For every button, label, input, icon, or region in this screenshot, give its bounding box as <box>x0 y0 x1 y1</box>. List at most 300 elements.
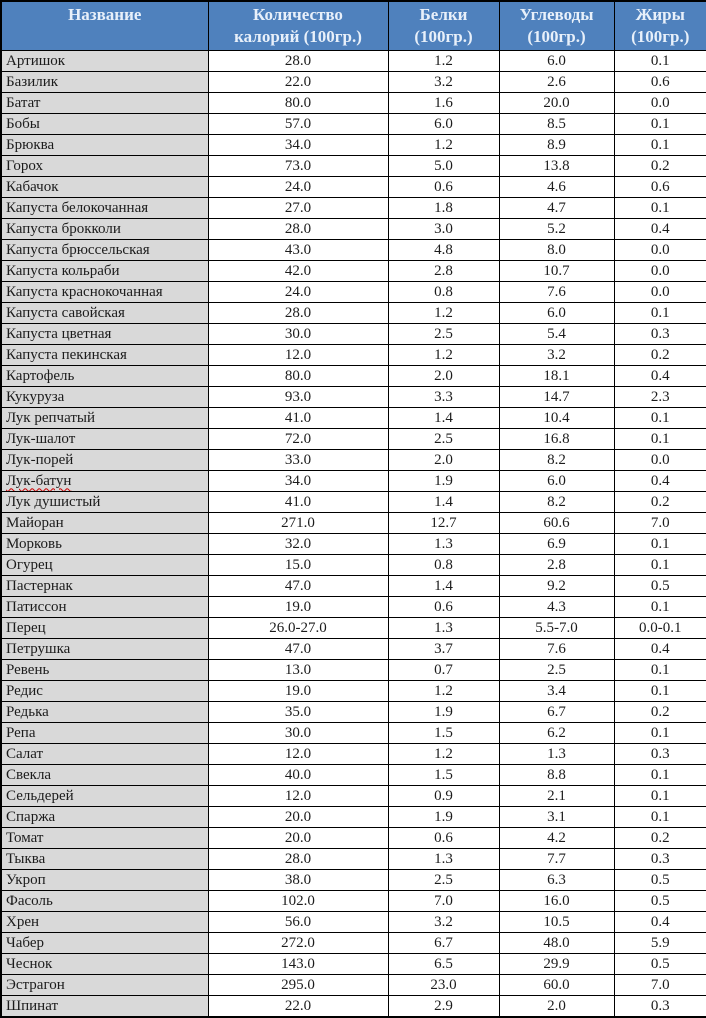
table-row <box>1 660 706 681</box>
carbs-cell: 2.8 <box>499 555 614 576</box>
calories-cell: 41.0 <box>208 492 388 513</box>
calories-cell: 28.0 <box>208 303 388 324</box>
fat-cell: 0.1 <box>614 303 706 324</box>
table-row <box>1 471 706 492</box>
fat-cell: 7.0 <box>614 513 706 534</box>
carbs-cell: 2.6 <box>499 72 614 93</box>
calories-cell: 271.0 <box>208 513 388 534</box>
table-row <box>1 240 706 261</box>
table-row <box>1 534 706 555</box>
calories-cell: 41.0 <box>208 408 388 429</box>
table-row <box>1 576 706 597</box>
carbs-cell: 6.0 <box>499 471 614 492</box>
calories-cell: 272.0 <box>208 933 388 954</box>
calories-cell: 22.0 <box>208 72 388 93</box>
calories-cell: 40.0 <box>208 765 388 786</box>
fat-cell: 0.4 <box>614 912 706 933</box>
vegetable-name-cell <box>1 114 208 135</box>
fat-cell: 0.2 <box>614 828 706 849</box>
calories-cell: 80.0 <box>208 93 388 114</box>
vegetable-name-cell <box>1 387 208 408</box>
fat-cell: 0.0 <box>614 261 706 282</box>
vegetable-name: Лук душистый <box>6 493 101 510</box>
fat-cell: 0.4 <box>614 471 706 492</box>
vegetable-name-cell <box>1 72 208 93</box>
carbs-cell: 8.0 <box>499 240 614 261</box>
calories-cell: 12.0 <box>208 786 388 807</box>
vegetable-name: Хрен <box>6 913 40 930</box>
vegetable-name: Свекла <box>6 766 52 783</box>
protein-cell: 3.7 <box>388 639 499 660</box>
vegetable-name: Огурец <box>6 556 53 573</box>
protein-cell: 0.8 <box>388 282 499 303</box>
carbs-cell: 4.6 <box>499 177 614 198</box>
vegetable-name: Капуста цветная <box>6 325 112 342</box>
table-row <box>1 51 706 72</box>
fat-cell: 0.1 <box>614 114 706 135</box>
vegetable-name: Лук-батун <box>6 472 72 489</box>
vegetable-name-cell <box>1 681 208 702</box>
protein-cell: 1.2 <box>388 51 499 72</box>
vegetable-name-cell <box>1 765 208 786</box>
column-header-name <box>1 1 208 51</box>
carbs-cell: 4.2 <box>499 828 614 849</box>
fat-cell: 0.3 <box>614 324 706 345</box>
column-header-fat-line1: Жиры <box>635 5 685 24</box>
table-row <box>1 723 706 744</box>
vegetable-name-cell <box>1 723 208 744</box>
fat-cell: 0.2 <box>614 345 706 366</box>
fat-cell: 0.1 <box>614 135 706 156</box>
calories-cell: 47.0 <box>208 639 388 660</box>
protein-cell: 3.2 <box>388 912 499 933</box>
calories-cell: 30.0 <box>208 723 388 744</box>
table-row <box>1 513 706 534</box>
vegetable-name: Фасоль <box>6 892 53 909</box>
carbs-cell: 7.6 <box>499 282 614 303</box>
vegetable-name: Ревень <box>6 661 50 678</box>
calories-cell: 102.0 <box>208 891 388 912</box>
calories-cell: 28.0 <box>208 849 388 870</box>
carbs-cell: 5.2 <box>499 219 614 240</box>
protein-cell: 2.8 <box>388 261 499 282</box>
table-row <box>1 828 706 849</box>
calories-cell: 35.0 <box>208 702 388 723</box>
vegetable-name: Перец <box>6 619 46 636</box>
calories-cell: 30.0 <box>208 324 388 345</box>
vegetable-name-cell <box>1 597 208 618</box>
calories-cell: 57.0 <box>208 114 388 135</box>
fat-cell: 0.4 <box>614 219 706 240</box>
fat-cell: 0.1 <box>614 807 706 828</box>
table-row <box>1 324 706 345</box>
protein-cell: 1.6 <box>388 93 499 114</box>
calories-cell: 38.0 <box>208 870 388 891</box>
carbs-cell: 60.6 <box>499 513 614 534</box>
table-row <box>1 765 706 786</box>
calories-cell: 19.0 <box>208 597 388 618</box>
carbs-cell: 8.2 <box>499 492 614 513</box>
fat-cell: 0.1 <box>614 429 706 450</box>
fat-cell: 0.3 <box>614 996 706 1018</box>
protein-cell: 1.4 <box>388 492 499 513</box>
vegetable-name: Томат <box>6 829 44 846</box>
carbs-cell: 10.4 <box>499 408 614 429</box>
calories-cell: 24.0 <box>208 282 388 303</box>
protein-cell: 7.0 <box>388 891 499 912</box>
table-row <box>1 639 706 660</box>
protein-cell: 3.2 <box>388 72 499 93</box>
column-header-fat <box>614 1 706 51</box>
carbs-cell: 2.0 <box>499 996 614 1018</box>
protein-cell: 2.5 <box>388 870 499 891</box>
vegetable-name-cell <box>1 786 208 807</box>
vegetable-name: Капуста кольраби <box>6 262 120 279</box>
vegetable-name-cell <box>1 744 208 765</box>
protein-cell: 6.5 <box>388 954 499 975</box>
fat-cell: 0.0 <box>614 282 706 303</box>
vegetable-name: Петрушка <box>6 640 71 657</box>
table-row <box>1 849 706 870</box>
calories-cell: 56.0 <box>208 912 388 933</box>
protein-cell: 1.5 <box>388 723 499 744</box>
table-row <box>1 177 706 198</box>
calories-cell: 47.0 <box>208 576 388 597</box>
calories-cell: 72.0 <box>208 429 388 450</box>
vegetable-name-cell <box>1 135 208 156</box>
table-row <box>1 261 706 282</box>
carbs-cell: 2.1 <box>499 786 614 807</box>
vegetable-name-cell <box>1 891 208 912</box>
carbs-cell: 8.5 <box>499 114 614 135</box>
table-row <box>1 702 706 723</box>
vegetable-name-cell <box>1 975 208 996</box>
fat-cell: 0.6 <box>614 72 706 93</box>
protein-cell: 1.9 <box>388 807 499 828</box>
vegetable-name: Капуста брокколи <box>6 220 121 237</box>
table-row <box>1 492 706 513</box>
fat-cell: 0.1 <box>614 555 706 576</box>
protein-cell: 0.8 <box>388 555 499 576</box>
column-header-fat-line2: (100гр.) <box>631 27 690 47</box>
table-row <box>1 135 706 156</box>
table-row <box>1 555 706 576</box>
vegetable-name: Эстрагон <box>6 976 65 993</box>
column-header-carbs-line2: (100гр.) <box>527 27 586 47</box>
calories-cell: 43.0 <box>208 240 388 261</box>
table-row <box>1 345 706 366</box>
vegetable-name-cell <box>1 303 208 324</box>
table-row <box>1 744 706 765</box>
protein-cell: 4.8 <box>388 240 499 261</box>
carbs-cell: 8.2 <box>499 450 614 471</box>
calories-cell: 143.0 <box>208 954 388 975</box>
vegetable-name: Кабачок <box>6 178 59 195</box>
fat-cell: 0.1 <box>614 597 706 618</box>
carbs-cell: 6.9 <box>499 534 614 555</box>
carbs-cell: 16.8 <box>499 429 614 450</box>
protein-cell: 12.7 <box>388 513 499 534</box>
table-row <box>1 198 706 219</box>
vegetable-name: Капуста брюссельская <box>6 241 150 258</box>
vegetable-name: Сельдерей <box>6 787 74 804</box>
protein-cell: 2.0 <box>388 450 499 471</box>
protein-cell: 1.2 <box>388 681 499 702</box>
fat-cell: 0.1 <box>614 765 706 786</box>
carbs-cell: 7.6 <box>499 639 614 660</box>
calories-cell: 34.0 <box>208 471 388 492</box>
fat-cell: 0.0-0.1 <box>614 618 706 639</box>
carbs-cell: 6.3 <box>499 870 614 891</box>
carbs-cell: 6.7 <box>499 702 614 723</box>
vegetable-name-cell <box>1 324 208 345</box>
protein-cell: 1.4 <box>388 408 499 429</box>
fat-cell: 0.1 <box>614 408 706 429</box>
vegetable-name: Горох <box>6 157 43 174</box>
calories-cell: 32.0 <box>208 534 388 555</box>
vegetable-name-cell <box>1 828 208 849</box>
table-row <box>1 93 706 114</box>
vegetable-name: Лук-порей <box>6 451 74 468</box>
vegetable-name-cell <box>1 177 208 198</box>
vegetable-name: Патиссон <box>6 598 67 615</box>
carbs-cell: 9.2 <box>499 576 614 597</box>
protein-cell: 1.3 <box>388 618 499 639</box>
table-row <box>1 408 706 429</box>
column-header-calories-line2: калорий (100гр.) <box>234 27 362 47</box>
calories-cell: 22.0 <box>208 996 388 1018</box>
carbs-cell: 18.1 <box>499 366 614 387</box>
vegetable-name: Морковь <box>6 535 62 552</box>
protein-cell: 1.2 <box>388 303 499 324</box>
vegetable-name-cell <box>1 240 208 261</box>
table-row <box>1 156 706 177</box>
calories-cell: 42.0 <box>208 261 388 282</box>
carbs-cell: 3.2 <box>499 345 614 366</box>
calories-cell: 27.0 <box>208 198 388 219</box>
carbs-cell: 3.1 <box>499 807 614 828</box>
calories-cell: 15.0 <box>208 555 388 576</box>
fat-cell: 0.4 <box>614 366 706 387</box>
vegetable-name-cell <box>1 807 208 828</box>
protein-cell: 3.3 <box>388 387 499 408</box>
protein-cell: 0.6 <box>388 828 499 849</box>
protein-cell: 2.5 <box>388 429 499 450</box>
vegetable-name: Артишок <box>6 52 66 69</box>
calories-cell: 295.0 <box>208 975 388 996</box>
column-header-protein <box>388 1 499 51</box>
fat-cell: 0.4 <box>614 639 706 660</box>
fat-cell: 0.1 <box>614 198 706 219</box>
carbs-cell: 4.7 <box>499 198 614 219</box>
calories-cell: 28.0 <box>208 219 388 240</box>
protein-cell: 1.5 <box>388 765 499 786</box>
fat-cell: 0.3 <box>614 744 706 765</box>
vegetable-name: Батат <box>6 94 41 111</box>
protein-cell: 6.0 <box>388 114 499 135</box>
vegetable-name: Салат <box>6 745 44 762</box>
carbs-cell: 48.0 <box>499 933 614 954</box>
vegetable-name: Спаржа <box>6 808 56 825</box>
protein-cell: 1.2 <box>388 135 499 156</box>
table-row <box>1 282 706 303</box>
table-row <box>1 933 706 954</box>
carbs-cell: 16.0 <box>499 891 614 912</box>
vegetable-name: Брюква <box>6 136 55 153</box>
carbs-cell: 8.8 <box>499 765 614 786</box>
carbs-cell: 3.4 <box>499 681 614 702</box>
table-row <box>1 870 706 891</box>
carbs-cell: 5.5-7.0 <box>499 618 614 639</box>
vegetable-name-cell <box>1 576 208 597</box>
protein-cell: 2.5 <box>388 324 499 345</box>
table-row <box>1 219 706 240</box>
fat-cell: 0.3 <box>614 849 706 870</box>
table-body <box>1 51 706 1018</box>
calories-cell: 12.0 <box>208 345 388 366</box>
vegetable-name-cell <box>1 93 208 114</box>
vegetable-name-cell <box>1 366 208 387</box>
protein-cell: 1.3 <box>388 849 499 870</box>
fat-cell: 0.1 <box>614 723 706 744</box>
vegetable-name: Шпинат <box>6 997 59 1014</box>
fat-cell: 0.5 <box>614 891 706 912</box>
carbs-cell: 29.9 <box>499 954 614 975</box>
carbs-cell: 6.2 <box>499 723 614 744</box>
calories-cell: 20.0 <box>208 807 388 828</box>
carbs-cell: 6.0 <box>499 51 614 72</box>
vegetable-name-cell <box>1 345 208 366</box>
column-header-protein-line2: (100гр.) <box>414 27 473 47</box>
protein-cell: 1.9 <box>388 471 499 492</box>
protein-cell: 1.2 <box>388 744 499 765</box>
protein-cell: 1.3 <box>388 534 499 555</box>
table-row <box>1 618 706 639</box>
fat-cell: 0.0 <box>614 93 706 114</box>
fat-cell: 0.5 <box>614 870 706 891</box>
vegetable-name: Укроп <box>6 871 46 888</box>
vegetable-name-cell <box>1 408 208 429</box>
protein-cell: 23.0 <box>388 975 499 996</box>
carbs-cell: 20.0 <box>499 93 614 114</box>
calories-cell: 20.0 <box>208 828 388 849</box>
vegetable-name-cell <box>1 912 208 933</box>
protein-cell: 1.2 <box>388 345 499 366</box>
calories-cell: 24.0 <box>208 177 388 198</box>
vegetable-name: Пастернак <box>6 577 73 594</box>
vegetable-name: Капуста савойская <box>6 304 125 321</box>
vegetable-name-cell <box>1 849 208 870</box>
calories-cell: 93.0 <box>208 387 388 408</box>
vegetable-name-cell <box>1 156 208 177</box>
carbs-cell: 60.0 <box>499 975 614 996</box>
protein-cell: 2.9 <box>388 996 499 1018</box>
carbs-cell: 8.9 <box>499 135 614 156</box>
carbs-cell: 10.5 <box>499 912 614 933</box>
calories-cell: 13.0 <box>208 660 388 681</box>
vegetable-name-cell <box>1 639 208 660</box>
protein-cell: 0.6 <box>388 177 499 198</box>
table-row <box>1 597 706 618</box>
fat-cell: 0.0 <box>614 450 706 471</box>
vegetable-name: Редис <box>6 682 43 699</box>
vegetable-name: Картофель <box>6 367 75 384</box>
protein-cell: 5.0 <box>388 156 499 177</box>
vegetable-name: Чабер <box>6 934 44 951</box>
carbs-cell: 5.4 <box>499 324 614 345</box>
vegetable-name: Базилик <box>6 73 59 90</box>
fat-cell: 0.1 <box>614 534 706 555</box>
table-row <box>1 891 706 912</box>
calories-cell: 73.0 <box>208 156 388 177</box>
vegetable-name-cell <box>1 282 208 303</box>
fat-cell: 0.5 <box>614 954 706 975</box>
fat-cell: 0.2 <box>614 492 706 513</box>
fat-cell: 2.3 <box>614 387 706 408</box>
column-header-protein-line1: Белки <box>419 5 468 24</box>
protein-cell: 1.4 <box>388 576 499 597</box>
table-row <box>1 114 706 135</box>
carbs-cell: 4.3 <box>499 597 614 618</box>
calories-cell: 26.0-27.0 <box>208 618 388 639</box>
vegetable-name-cell <box>1 198 208 219</box>
vegetable-name-cell <box>1 471 208 492</box>
calories-cell: 80.0 <box>208 366 388 387</box>
vegetable-name: Тыква <box>6 850 46 867</box>
protein-cell: 1.8 <box>388 198 499 219</box>
vegetable-name-cell <box>1 870 208 891</box>
vegetable-name: Бобы <box>6 115 40 132</box>
table-row <box>1 450 706 471</box>
vegetable-name: Репа <box>6 724 36 741</box>
vegetable-name-cell <box>1 933 208 954</box>
table-row <box>1 996 706 1018</box>
vegetable-name-cell <box>1 51 208 72</box>
table-row <box>1 387 706 408</box>
carbs-cell: 1.3 <box>499 744 614 765</box>
calories-cell: 28.0 <box>208 51 388 72</box>
carbs-cell: 7.7 <box>499 849 614 870</box>
calories-cell: 12.0 <box>208 744 388 765</box>
table-row <box>1 429 706 450</box>
fat-cell: 5.9 <box>614 933 706 954</box>
table-row <box>1 912 706 933</box>
fat-cell: 0.1 <box>614 660 706 681</box>
vegetable-name-cell <box>1 954 208 975</box>
vegetable-name-cell <box>1 660 208 681</box>
fat-cell: 0.2 <box>614 702 706 723</box>
protein-cell: 0.9 <box>388 786 499 807</box>
fat-cell: 7.0 <box>614 975 706 996</box>
column-header-carbs-line1: Углеводы <box>519 5 594 24</box>
vegetable-name-cell <box>1 618 208 639</box>
calories-cell: 34.0 <box>208 135 388 156</box>
vegetable-name: Капуста пекинская <box>6 346 127 363</box>
protein-cell: 6.7 <box>388 933 499 954</box>
vegetable-name-cell <box>1 450 208 471</box>
protein-cell: 1.9 <box>388 702 499 723</box>
vegetable-name: Капуста краснокочанная <box>6 283 163 300</box>
fat-cell: 0.1 <box>614 51 706 72</box>
fat-cell: 0.1 <box>614 681 706 702</box>
table-row <box>1 975 706 996</box>
fat-cell: 0.5 <box>614 576 706 597</box>
vegetable-name-cell <box>1 513 208 534</box>
fat-cell: 0.2 <box>614 156 706 177</box>
table-row <box>1 366 706 387</box>
vegetable-name: Лук-шалот <box>6 430 76 447</box>
carbs-cell: 13.8 <box>499 156 614 177</box>
